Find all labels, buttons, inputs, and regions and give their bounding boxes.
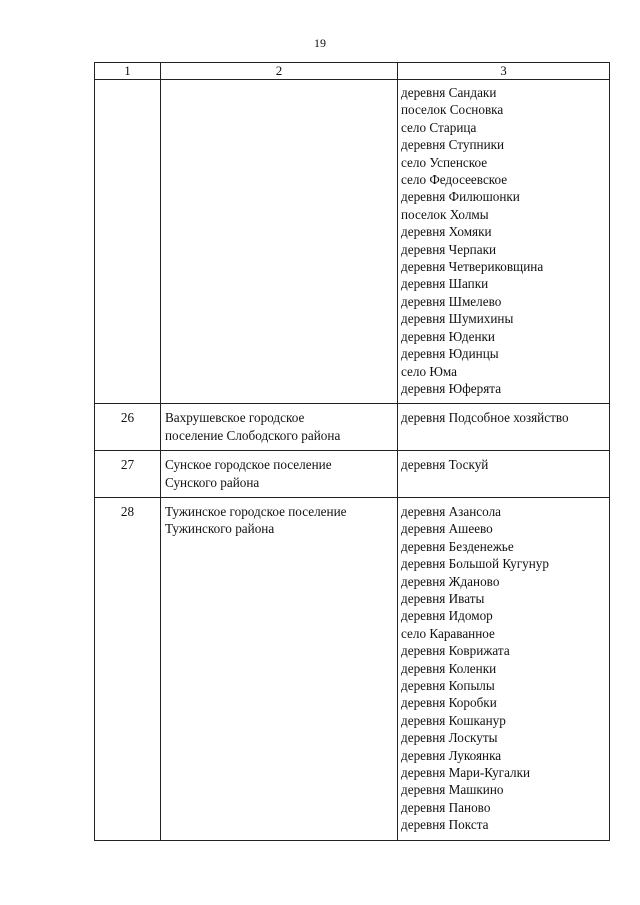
municipality-name-line: Тужинского района <box>165 521 275 537</box>
settlement-item: деревня Коврижата <box>401 643 510 659</box>
row-number <box>95 80 161 404</box>
settlement-item: деревня Паново <box>401 799 491 815</box>
settlements-cell <box>398 80 610 404</box>
municipality-name-line: поселение Слободского района <box>165 427 341 443</box>
settlement-item: деревня Шумихины <box>401 311 514 327</box>
settlement-item: деревня Шапки <box>401 276 489 292</box>
column-header-2: 2 <box>161 63 398 80</box>
settlement-item: село Юма <box>401 363 458 379</box>
settlement-item: деревня Хомяки <box>401 224 492 240</box>
settlement-item: деревня Жданово <box>401 573 500 589</box>
settlement-item: деревня Копылы <box>401 678 495 693</box>
municipality-name-cell <box>161 497 398 840</box>
settlement-item: деревня Иваты <box>401 590 485 606</box>
settlement-item: деревня Мари-Кугалки <box>401 765 531 781</box>
settlements-cell <box>398 451 610 498</box>
settlement-item: деревня Кошканур <box>401 712 506 728</box>
header-row <box>95 63 610 80</box>
table-row <box>95 404 610 451</box>
settlement-item: деревня Черпаки <box>401 241 497 257</box>
settlement-item: деревня Лоскуты <box>401 730 498 746</box>
page-number: 19 <box>314 36 326 50</box>
settlement-item: деревня Юферята <box>401 380 502 396</box>
settlement-item: село Федосеевское <box>401 172 508 188</box>
settlement-item: деревня Коленки <box>401 660 497 676</box>
settlement-item: деревня Ступники <box>401 137 505 153</box>
table-row <box>95 451 610 498</box>
municipality-name-line: Сунское городское поселение <box>165 457 332 473</box>
settlement-item: поселок Сосновка <box>401 102 504 118</box>
table-row <box>95 80 610 404</box>
settlement-item: деревня Коробки <box>401 695 497 711</box>
settlements-cell <box>398 404 610 451</box>
settlements-table <box>94 62 610 841</box>
settlement-item: деревня Лукоянка <box>401 747 502 763</box>
settlement-item: поселок Холмы <box>401 206 489 222</box>
settlement-item: деревня Юдинцы <box>401 346 499 362</box>
municipality-name-cell <box>161 404 398 451</box>
column-header-3: 3 <box>398 63 610 80</box>
row-number: 26 <box>95 404 161 451</box>
row-number: 28 <box>95 497 161 840</box>
settlement-item: деревня Шмелево <box>401 293 502 309</box>
column-header-1: 1 <box>95 63 161 80</box>
row-number: 27 <box>95 451 161 498</box>
municipality-name-line: Тужинское городское поселение <box>165 503 347 519</box>
municipality-name-cell <box>161 80 398 404</box>
settlement-item: деревня Сандаки <box>401 85 497 100</box>
settlement-item: село Караванное <box>401 625 495 641</box>
settlement-item: деревня Идомор <box>401 608 493 624</box>
table-row <box>95 497 610 840</box>
settlement-item: деревня Ашеево <box>401 521 493 537</box>
settlement-item: село Успенское <box>401 154 488 170</box>
settlement-item: деревня Безденежье <box>401 538 514 554</box>
settlement-item: деревня Филюшонки <box>401 189 520 205</box>
settlement-item: деревня Большой Кугунур <box>401 556 549 572</box>
settlements-cell <box>398 497 610 840</box>
settlement-item: деревня Покста <box>401 817 489 833</box>
settlement-item: село Старица <box>401 119 477 135</box>
table-body <box>95 80 610 841</box>
settlement-item: деревня Машкино <box>401 782 504 798</box>
municipality-name-line: Сунского района <box>165 474 260 490</box>
settlement-item: деревня Юденки <box>401 328 495 344</box>
settlement-item: деревня Азансола <box>401 503 502 519</box>
settlement-item: деревня Подсобное хозяйство <box>401 410 569 426</box>
municipality-name-line: Вахрушевское городское <box>165 410 305 426</box>
municipality-name-cell <box>161 451 398 498</box>
settlement-item: деревня Четвериковщина <box>401 259 544 275</box>
settlement-item: деревня Тоскуй <box>401 457 489 473</box>
